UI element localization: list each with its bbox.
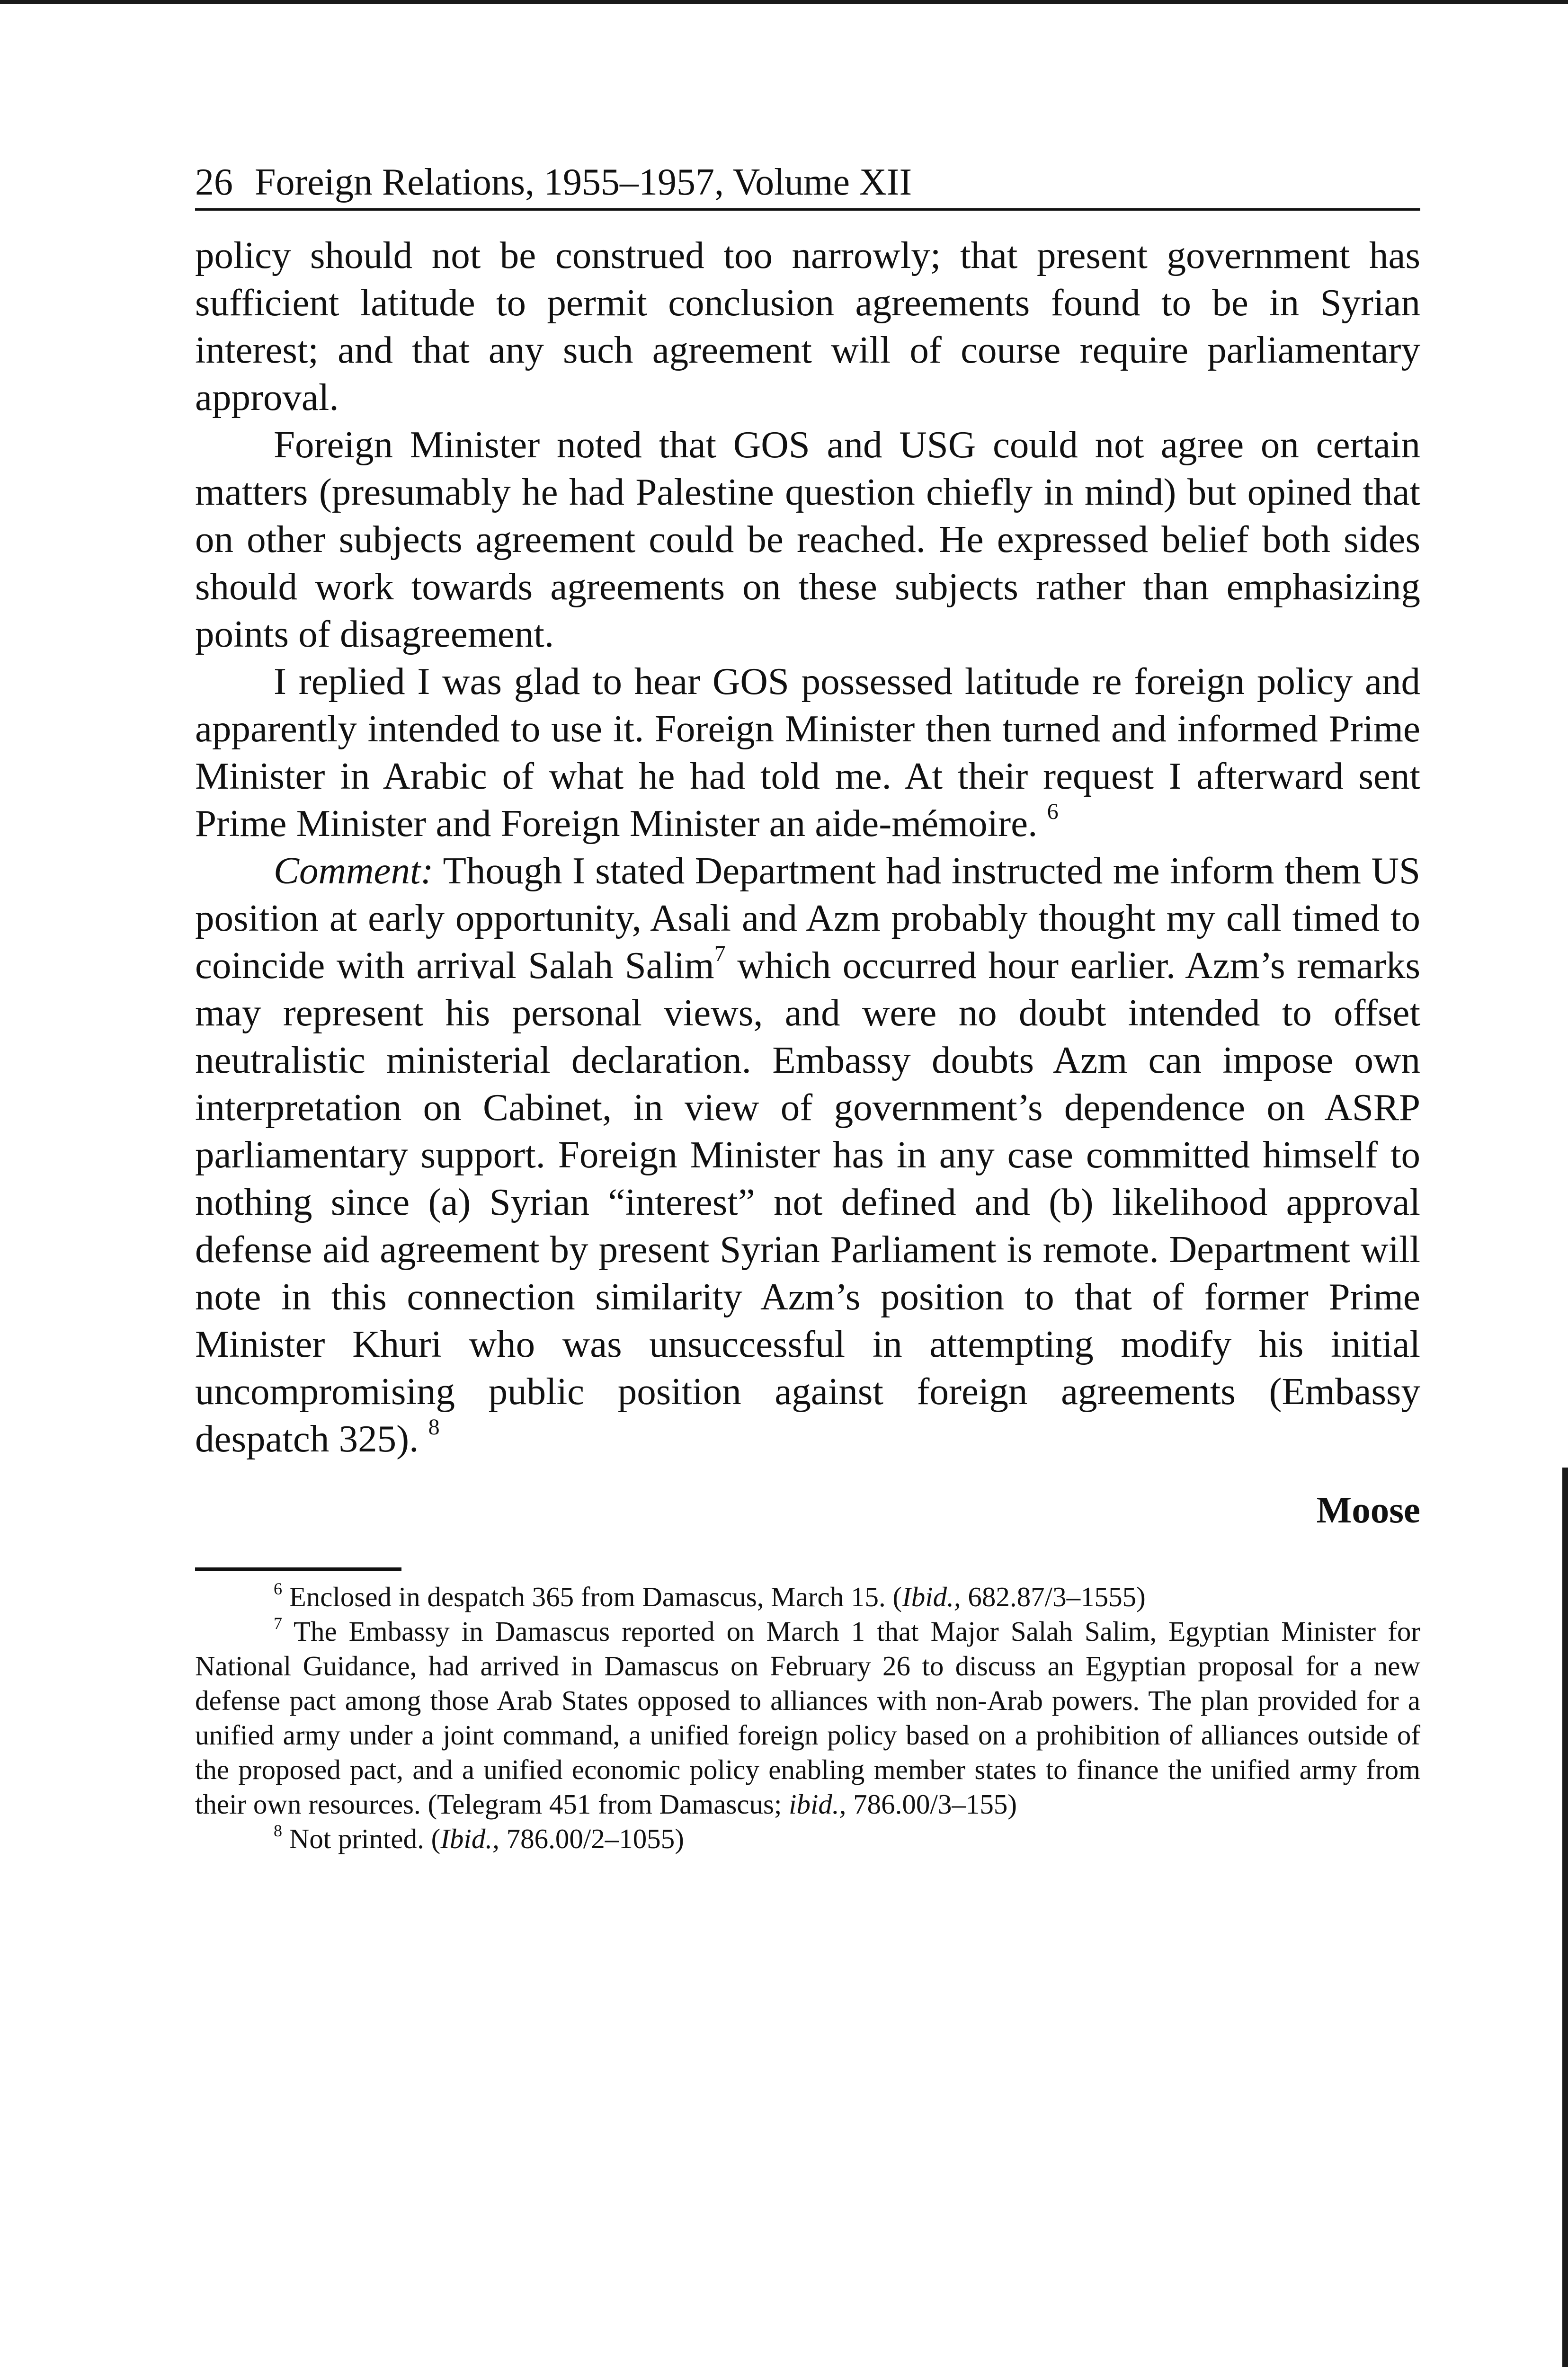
- page-number: 26: [195, 161, 233, 203]
- footnote-6: [195, 1580, 1420, 1614]
- footnote-number: 8: [274, 1821, 282, 1841]
- document-page: [195, 156, 1420, 1856]
- scan-right-edge: [1562, 1468, 1568, 2367]
- footnote-text: Not printed. (: [289, 1823, 441, 1854]
- paragraph-4-text-a: Though I stated Department had instructed me inform them US position at early opportunity, Asali and Azm probably thought my call timed to coincide with arrival Salah Salim: [195, 849, 1420, 987]
- footnote-text: 786.00/3–155): [846, 1789, 1017, 1820]
- footnotes: [195, 1580, 1420, 1856]
- paragraph-2: Foreign Minister noted that GOS and USG could not agree on certain matters (presumably he had Palestine question chiefly in mind) but opined that on other subjects agreement could be reached. He expressed belief both sides should work towards agreements on these subjects rather than emphasizing points of disagreement.: [195, 423, 1420, 655]
- signature: Moose: [1316, 1490, 1420, 1531]
- running-header: [195, 156, 1420, 211]
- footnote-8: [195, 1822, 1420, 1856]
- comment-label: Comment:: [274, 849, 434, 892]
- paragraph-3: [195, 658, 1420, 847]
- footnote-ref-7: 7: [714, 941, 726, 966]
- footnote-number: 6: [274, 1579, 282, 1599]
- paragraph-1: policy should not be construed too narrowly; that present government has sufficient latitude to permit conclusion agreements found to be in Syrian interest; and that any such agreement will of course require parliamentary approval.: [195, 234, 1420, 418]
- paragraph-4: [195, 847, 1420, 1462]
- footnote-divider: [195, 1567, 401, 1571]
- footnote-ref-8: 8: [428, 1415, 440, 1440]
- footnote-number: 7: [274, 1614, 282, 1633]
- footnote-text: The Embassy in Damascus reported on March 1 that Major Salah Salim, Egyptian Minister for National Guidance, had arrived in Damascus on February 26 to discuss an Egyptian proposal for a new defense pact among those Arab States opposed to alliances with non-Arab powers. The plan provided for a unified army under a joint command, a unified foreign policy based on a prohibition of alliances outside of the proposed pact, and a unified economic policy enabling member states to finance the unified army from their own resources. (Telegram 451 from Damascus;: [195, 1616, 1420, 1820]
- footnote-italic: Ibid.,: [902, 1581, 961, 1612]
- scan-top-edge: [0, 0, 1568, 4]
- volume-title: Foreign Relations, 1955–1957, Volume XII: [255, 161, 912, 203]
- footnote-text: Enclosed in despatch 365 from Damascus, March 15. (: [289, 1581, 902, 1612]
- paragraph-4-text-b: which occurred hour earlier. Azm’s remarks may represent his personal views, and were no doubt intended to offset neutralistic ministerial declaration. Embassy doubts Azm can impose own interpretation on Cabinet, in view of government’s dependence on ASRP parliamentary support. Foreign Minister has in any case committed himself to nothing since (a) Syrian “interest” not defined and (b) likelihood approval defense aid agreement by present Syrian Parliament is remote. Department will note in this connection similarity Azm’s position to that of former Prime Minister Khuri who was unsuccessful in attempting modify his initial uncompromising public position against foreign agreements (Embassy despatch 325).: [195, 944, 1420, 1460]
- footnote-ref-6: 6: [1047, 799, 1059, 824]
- footnote-7: [195, 1614, 1420, 1822]
- document-body: [195, 231, 1420, 1462]
- footnote-text: 682.87/3–1555): [961, 1581, 1146, 1612]
- paragraph-3-text: I replied I was glad to hear GOS possessed latitude re foreign policy and apparently intended to use it. Foreign Minister then turned and informed Prime Minister in Arabic of what he had told me. At their request I afterward sent Prime Minister and Foreign Minister an aide-mémoire.: [195, 660, 1420, 845]
- footnote-text: 786.00/2–1055): [499, 1823, 684, 1854]
- footnote-italic: ibid.,: [789, 1789, 846, 1820]
- footnote-italic: Ibid.,: [440, 1823, 499, 1854]
